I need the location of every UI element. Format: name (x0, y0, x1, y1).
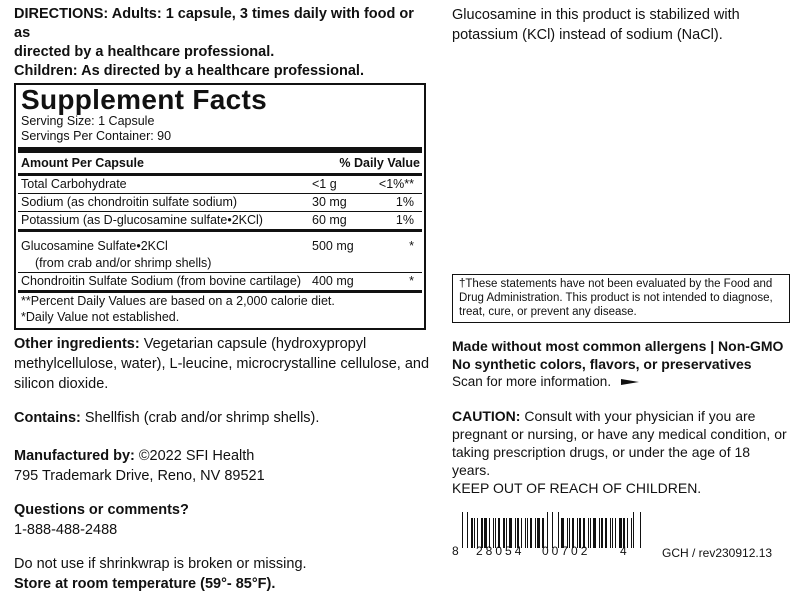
nutrient-amount: 500 mg (312, 239, 354, 253)
barcode-bar (530, 518, 532, 548)
nutrient-dv: * (409, 239, 414, 253)
barcode-bar (610, 518, 611, 548)
manufacturer-label: Manufactured by: (14, 448, 135, 464)
barcode-bar (633, 512, 634, 548)
barcode-group-1: 28054 (476, 544, 525, 558)
barcode-bar (527, 518, 528, 548)
amount-header: Amount Per Capsule (21, 156, 144, 170)
facts-row-potassium (21, 212, 420, 229)
barcode-bars (462, 512, 642, 548)
caution-statement (452, 407, 792, 497)
barcode-bar (474, 518, 475, 548)
barcode-bar (558, 512, 559, 548)
other-ingredients-label: Other ingredients: (14, 336, 140, 352)
barcode-bar (593, 518, 596, 548)
nutrient-dv: 1% (395, 195, 414, 209)
barcode-bar (615, 518, 616, 548)
barcode-bar (640, 512, 641, 548)
other-ingredients (14, 334, 434, 394)
barcode-group-2: 00702 (542, 544, 591, 558)
footnote-dv-not-established: *Daily Value not established. (21, 310, 180, 324)
nutrient-name: Sodium (as chondroitin sulfate sodium) (21, 195, 238, 209)
barcode-digit-left: 8 (452, 544, 459, 558)
arrow-right-icon (621, 379, 639, 385)
left-column (14, 5, 434, 594)
allergen-line-1: Made without most common allergens | Non-GMO (452, 338, 784, 354)
barcode-bar (525, 518, 526, 548)
right-column (452, 5, 792, 497)
supplement-facts-title: Supplement Facts (21, 84, 267, 115)
barcode-bar (631, 518, 632, 548)
scan-text: Scan for more information. (452, 374, 612, 389)
barcode-bar (467, 512, 468, 548)
directions-line-3: Children: As directed by a healthcare professional. (14, 63, 364, 79)
directions-line-2: directed by a healthcare professional. (14, 44, 275, 60)
barcode-bar (556, 512, 557, 548)
nutrient-name: Potassium (as D-glucosamine sulfate•2KCl) (21, 213, 263, 227)
serving-size: Serving Size: 1 Capsule (21, 114, 155, 128)
scan-prompt (452, 373, 792, 390)
shrinkwrap-warning: Do not use if shrinkwrap is broken or missing. (14, 556, 307, 572)
nutrient-name: Chondroitin Sulfate Sodium (from bovine cartilage) (21, 274, 301, 288)
nutrient-amount: <1 g (312, 177, 337, 191)
servings-per-container: Servings Per Container: 90 (21, 129, 172, 143)
barcode-bar (464, 512, 465, 548)
barcode-bar (612, 518, 613, 548)
contains-label: Contains: (14, 410, 81, 426)
manufacturer-address: 795 Trademark Drive, Reno, NV 89521 (14, 468, 265, 484)
nutrient-name: Total Carbohydrate (21, 177, 127, 191)
other-ingredients-text: Vegetarian capsule (hydroxypropyl methylcellulose, water), L-leucine, microcrystalline cellulose, and silicon dioxide. (14, 336, 430, 392)
barcode-bar (462, 512, 463, 548)
barcode-digit-right: 4 (620, 544, 627, 558)
barcode-bar (605, 518, 607, 548)
nutrient-amount: 60 mg (312, 213, 347, 227)
nutrient-dv: * (409, 274, 414, 288)
questions-heading: Questions or comments? (14, 502, 189, 518)
storage-text: Store at room temperature (59°- 85°F). (14, 576, 276, 592)
barcode-bar (552, 512, 553, 548)
manufacturer-name: ©2022 SFI Health (134, 448, 255, 464)
nutrient-dv: 1% (395, 213, 414, 227)
manufacturer (14, 446, 434, 466)
contains (14, 408, 434, 428)
allergen-statement (452, 337, 792, 373)
glucosamine-name: Glucosamine Sulfate•2KCl (21, 239, 168, 253)
barcode-bar (627, 518, 628, 548)
keep-out-of-reach: KEEP OUT OF REACH OF CHILDREN. (452, 480, 702, 496)
fda-disclaimer: †These statements have not been evaluated by the Food and Drug Administration. This product is not intended to diagnose, treat, cure, or prevent any disease. (452, 274, 790, 323)
allergen-line-2: No synthetic colors, flavors, or preservatives (452, 356, 752, 372)
daily-value-header: % Daily Value (339, 156, 420, 170)
facts-row-glucosamine (21, 232, 420, 272)
glucosamine-source: (from crab and/or shrimp shells) (35, 256, 212, 270)
directions-line-1: DIRECTIONS: Adults: 1 capsule, 3 times daily with food or as (14, 6, 414, 41)
facts-row-sodium (21, 194, 420, 211)
barcode-bar (601, 518, 603, 548)
caution-text: Consult with your physician if you are pregnant or nursing, or have any medical condition, or taking prescription drugs, or under the age of 18 years. (452, 408, 787, 478)
facts-header-row (21, 153, 420, 173)
barcode-bar (537, 518, 540, 548)
barcode-bar (636, 512, 637, 548)
barcode-bar (547, 512, 548, 548)
caution-label: CAUTION: (452, 408, 521, 424)
nutrient-amount: 400 mg (312, 274, 354, 288)
stabilization-note: Glucosamine in this product is stabilized with potassium (KCl) instead of sodium (NaCl). (452, 7, 740, 43)
nutrient-amount: 30 mg (312, 195, 347, 209)
questions-label (14, 500, 434, 520)
directions (14, 5, 434, 81)
barcode-bar (535, 518, 536, 548)
nutrient-dv: <1%** (378, 177, 414, 191)
phone-number: 1-888-488-2488 (14, 522, 118, 538)
nutrient-name (21, 238, 312, 272)
contains-text: Shellfish (crab and/or shrimp shells). (80, 410, 320, 426)
barcode-bar (471, 518, 473, 548)
barcode-icon (452, 512, 632, 572)
footnote-percent-dv: **Percent Daily Values are based on a 2,000 calorie diet. (21, 294, 335, 308)
supplement-facts-panel (14, 83, 426, 330)
revision-code: GCH / rev230912.13 (662, 546, 773, 560)
facts-row-carbohydrate (21, 176, 420, 193)
barcode-bar (599, 518, 600, 548)
facts-row-chondroitin (21, 273, 420, 290)
barcode-bar (549, 512, 550, 548)
storage-instructions (14, 574, 434, 594)
